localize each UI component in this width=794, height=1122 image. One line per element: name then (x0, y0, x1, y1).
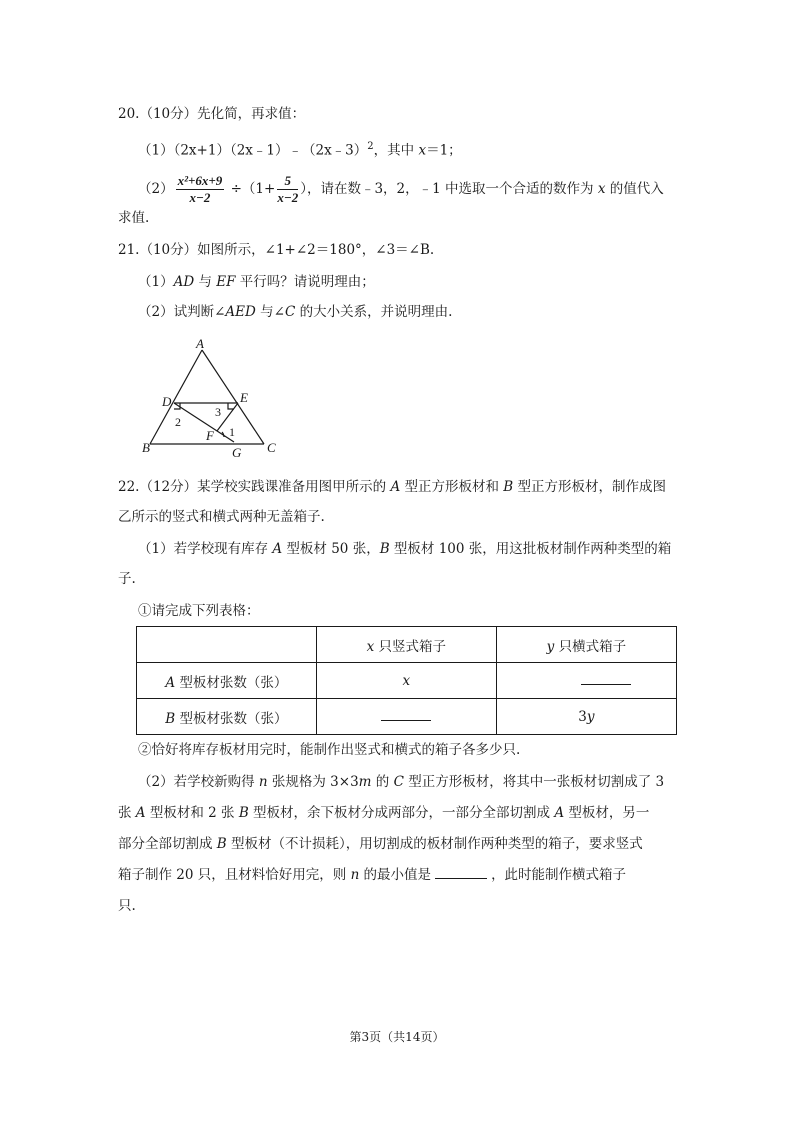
table-cell: x (316, 663, 496, 699)
fraction-1: $\frac{\text{x²+6x+9}}{x-2}$ (177, 173, 223, 205)
table-header-cell: x 只竖式箱子 (316, 627, 496, 663)
q20-part2: （2） $\frac{\text{x²+6x+9}}{x-2}$ ÷（1+ $\frac{5}{x-2}$ ），请在数﹣3，2，﹣1 中选取一个合适的数作为 x 的值代入 (138, 173, 664, 205)
answer-blank[interactable] (435, 865, 487, 879)
q22-line3: （1）若学校现有库存 A 型板材 50 张，B 型板材 100 张，用这批板材制作两种类型的箱 (138, 541, 672, 557)
q20-part2-cont: 求值. (118, 210, 150, 226)
box-table (136, 626, 677, 735)
table-cell: 3y (496, 699, 676, 735)
label-C: C (267, 440, 276, 455)
table-row-label: B 型板材张数（张） (137, 699, 317, 735)
table-row (137, 699, 677, 735)
q21-part1: （1）AD 与 EF 平行吗？请说明理由； (138, 274, 375, 290)
label-B: B (142, 440, 150, 455)
table-cell-blank[interactable] (496, 663, 676, 699)
q22-line11: 只. (118, 898, 136, 914)
label-angle-2: 2 (175, 415, 181, 429)
q22-line5: ①请完成下列表格： (138, 603, 260, 619)
q22-line7: （2）若学校新购得 n 张规格为 3×3m 的 C 型正方形板材，将其中一张板材切割成了 3 (138, 774, 665, 790)
table-row (137, 663, 677, 699)
line-AB (150, 350, 202, 444)
label-D: D (162, 394, 172, 409)
q22-line6: ②恰好将库存板材用完时，能制作出竖式和横式的箱子各多少只. (138, 742, 521, 758)
q22-line9: 部分全部切割成 B 型板材（不计损耗），用切割成的板材制作两种类型的箱子，要求竖式 (118, 836, 643, 852)
q21-header: 21.（10分）如图所示，∠1+∠2＝180°，∠3＝∠B. (118, 242, 435, 258)
table-corner-cell (137, 627, 317, 663)
line-DG (174, 403, 234, 442)
label-A: A (196, 336, 204, 351)
fraction-2: $\frac{5}{x-2}$ (277, 173, 299, 205)
triangle-figure (136, 336, 296, 466)
page-footer: 第3页（共14页） (349, 1030, 445, 1044)
q22-line2: 乙所示的竖式和横式两种无盖箱子. (118, 509, 325, 525)
right-angle-E (228, 403, 234, 409)
label-G: G (232, 445, 242, 460)
q22-line8: 张 A 型板材和 2 张 B 型板材，余下板材分成两部分，一部分全部切割成 A 型板材，另一 (118, 805, 650, 821)
table-cell-blank[interactable] (316, 699, 496, 735)
q22-line4: 子. (118, 571, 136, 587)
label-E: E (240, 390, 248, 405)
q21-part2: （2）试判断∠AED 与∠C 的大小关系，并说明理由. (138, 304, 453, 320)
q20-header: 20.（10分）先化简，再求值： (118, 106, 306, 122)
q22-line10: 箱子制作 20 只，且材料恰好用完，则 n 的最小值是 ，此时能制作横式箱子 (118, 867, 627, 883)
label-F: F (206, 428, 214, 443)
label-angle-3: 3 (215, 405, 221, 419)
table-header-row (137, 627, 677, 663)
q20-part1: （1）（2x+1）（2x﹣1）﹣（2x﹣3）$^2$，其中 x＝1； (138, 141, 462, 159)
q22-line1: 22.（12分）某学校实践课准备用图甲所示的 A 型正方形板材和 B 型正方形板材，制作成图 (118, 479, 667, 495)
label-angle-1: 1 (229, 425, 235, 439)
table-header-cell: y 只横式箱子 (496, 627, 676, 663)
table-row-label: A 型板材张数（张） (137, 663, 317, 699)
